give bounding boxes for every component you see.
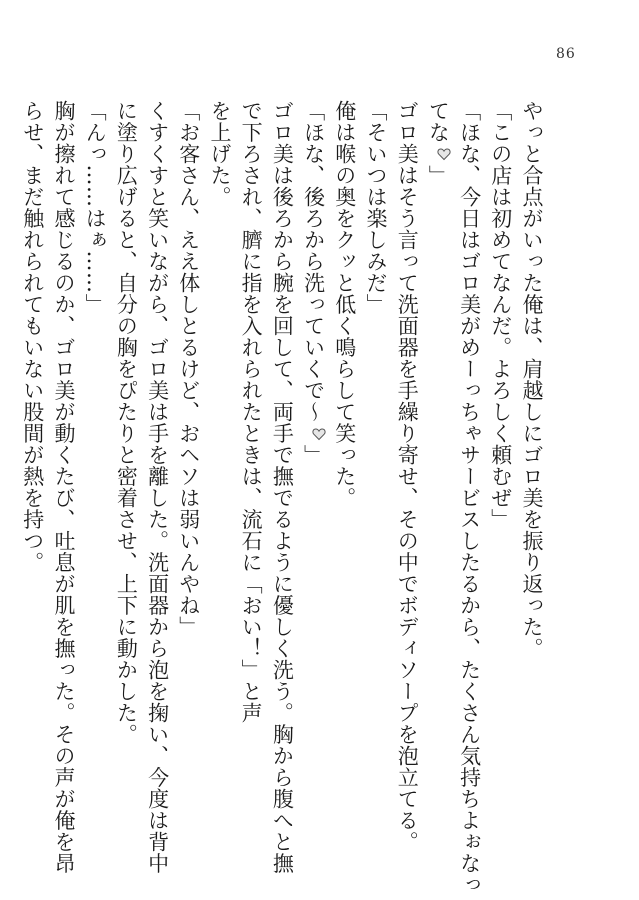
novel-text bbox=[17, 100, 547, 896]
text-fragment: 」 bbox=[301, 444, 326, 466]
text-line-2: 「この店は初めてなんだ。よろしく頼むぜ」 bbox=[488, 100, 513, 530]
page-number: 86 bbox=[556, 46, 576, 62]
text-line-1: やっと合点がいった俺は、肩越しにゴロ美を振り返った。 bbox=[520, 100, 544, 659]
text-line-14: に塗り広げると、自分の胸をぴたりと密着させ、上下に動かした。 bbox=[114, 100, 139, 745]
text-line-7: 俺は喉の奥をクッと低く鳴らして笑った。 bbox=[332, 100, 357, 509]
text-line-3: 「ほな、今日はゴロ美がめーっちゃサービスしたるから、たくさん気持ちよぉなっ bbox=[457, 100, 482, 896]
text-line-11: を上げた。 bbox=[207, 100, 232, 208]
text-line-4 bbox=[422, 100, 453, 820]
text-line-5: ゴロ美はそう言って洗面器を手繰り寄せ、その中でボディソープを泡立てる。 bbox=[395, 100, 420, 853]
text-line-10: で下ろされ、臍に指を入れられたときは、流石に「おい！」と声 bbox=[239, 100, 264, 724]
text-line-17: らせ、まだ触れられてもいない股間が熱を持つ。 bbox=[20, 100, 45, 573]
heart-icon bbox=[312, 427, 326, 441]
text-line-15: 「んっ……はぁ……」 bbox=[83, 100, 108, 315]
text-fragment: 「ほな、後ろから洗っていくで〜 bbox=[301, 100, 326, 423]
text-line-13: くすくすと笑いながら、ゴロ美は手を離した。洗面器から泡を掬い、今度は背中 bbox=[145, 100, 170, 874]
heart-icon bbox=[437, 147, 451, 161]
text-fragment: 」 bbox=[426, 165, 451, 187]
text-line-8 bbox=[297, 100, 328, 820]
text-line-6: 「そいつは楽しみだ」 bbox=[363, 100, 388, 315]
text-line-16: 胸が擦れて感じるのか、ゴロ美が動くたび、吐息が肌を撫った。その声が俺を昂 bbox=[51, 100, 76, 874]
text-line-9: ゴロ美は後ろから腕を回して、両手で撫でるように優しく洗う。胸から腹へと撫 bbox=[270, 100, 295, 874]
text-fragment: てな bbox=[426, 100, 451, 143]
text-line-12: 「お客さん、ええ体しとるけど、おヘソは弱いんやね」 bbox=[176, 100, 201, 638]
